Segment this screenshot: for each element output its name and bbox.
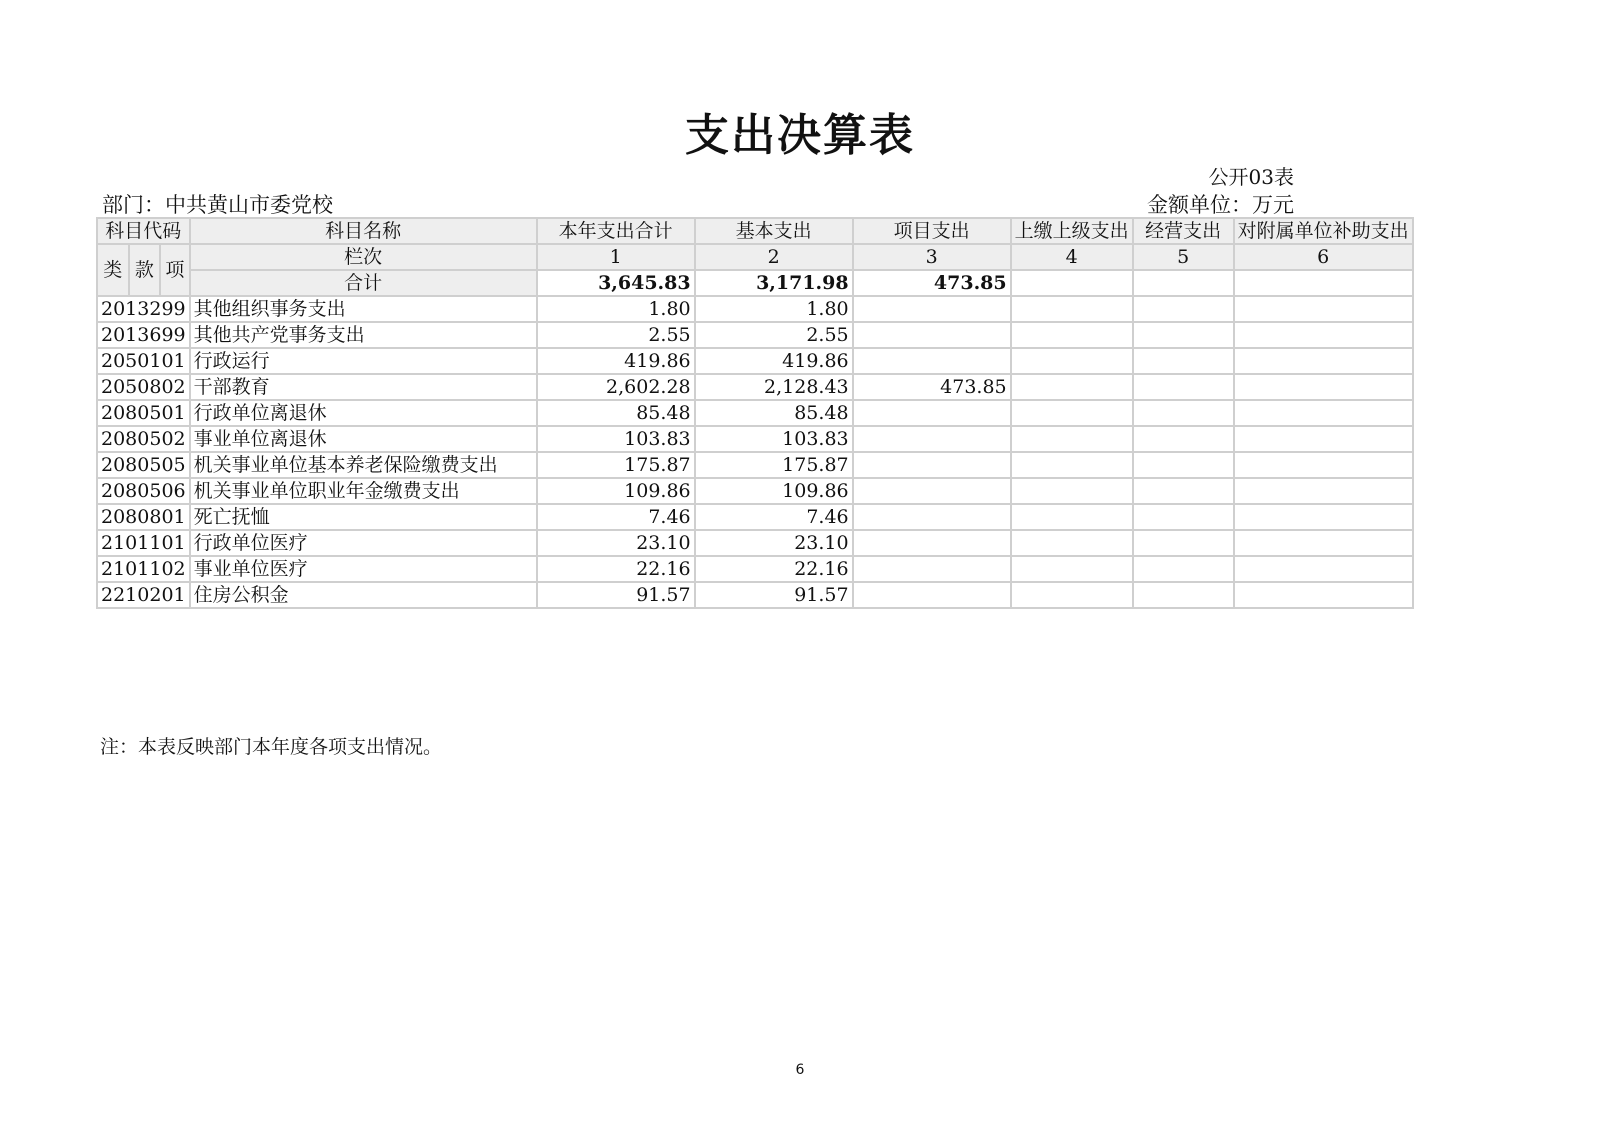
row-subsidy [1234,322,1413,348]
summary-row [97,270,1413,296]
row-project [853,452,1011,478]
row-name: 机关事业单位基本养老保险缴费支出 [190,452,537,478]
row-upper [1011,348,1133,374]
row-total: 103.83 [537,426,695,452]
row-business [1133,348,1234,374]
header-business: 经营支出 [1133,218,1234,244]
header-project: 项目支出 [853,218,1011,244]
page-number: 6 [795,1062,805,1078]
row-upper [1011,426,1133,452]
table-row [97,478,1413,504]
row-code: 2101102 [97,556,190,582]
table-row [97,374,1413,400]
row-name: 事业单位医疗 [190,556,537,582]
row-name: 事业单位离退休 [190,426,537,452]
row-upper [1011,478,1133,504]
row-upper [1011,504,1133,530]
row-name: 行政单位医疗 [190,530,537,556]
table-number: 公开03表 [1208,165,1294,189]
row-basic: 103.83 [695,426,853,452]
row-upper [1011,322,1133,348]
row-total: 2.55 [537,322,695,348]
row-project: 473.85 [853,374,1011,400]
row-name: 干部教育 [190,374,537,400]
row-basic: 175.87 [695,452,853,478]
row-code: 2080505 [97,452,190,478]
row-basic: 7.46 [695,504,853,530]
table-row [97,348,1413,374]
summary-label: 合计 [190,270,537,296]
row-name: 其他组织事务支出 [190,296,537,322]
row-upper [1011,296,1133,322]
header-row [97,218,1413,244]
col-number-1: 1 [537,244,695,270]
row-business [1133,582,1234,608]
row-business [1133,322,1234,348]
row-total: 2,602.28 [537,374,695,400]
row-name: 行政运行 [190,348,537,374]
row-subsidy [1234,400,1413,426]
expenditure-table [96,217,1414,609]
table-row [97,426,1413,452]
col-number-2: 2 [695,244,853,270]
row-project [853,478,1011,504]
table-row [97,504,1413,530]
row-total: 85.48 [537,400,695,426]
row-code: 2101101 [97,530,190,556]
row-upper [1011,556,1133,582]
header-kuan: 款 [129,244,161,296]
row-business [1133,426,1234,452]
row-total: 1.80 [537,296,695,322]
col-number-3: 3 [853,244,1011,270]
row-code: 2080801 [97,504,190,530]
row-name: 行政单位离退休 [190,400,537,426]
header-subsidy: 对附属单位补助支出 [1234,218,1413,244]
table-row [97,400,1413,426]
row-basic: 91.57 [695,582,853,608]
row-subsidy [1234,530,1413,556]
header-xiang: 项 [160,244,189,296]
table-row [97,530,1413,556]
row-basic: 85.48 [695,400,853,426]
row-basic: 2,128.43 [695,374,853,400]
row-project [853,556,1011,582]
header-code: 科目代码 [97,218,190,244]
row-subsidy [1234,478,1413,504]
row-total: 22.16 [537,556,695,582]
row-total: 419.86 [537,348,695,374]
row-project [853,348,1011,374]
row-upper [1011,530,1133,556]
col-number-4: 4 [1011,244,1133,270]
row-project [853,322,1011,348]
header-name: 科目名称 [190,218,537,244]
row-code: 2050101 [97,348,190,374]
row-code: 2080502 [97,426,190,452]
row-project [853,400,1011,426]
row-basic: 23.10 [695,530,853,556]
row-name: 死亡抚恤 [190,504,537,530]
row-project [853,426,1011,452]
table-row [97,556,1413,582]
header-basic: 基本支出 [695,218,853,244]
row-project [853,296,1011,322]
row-subsidy [1234,426,1413,452]
row-business [1133,556,1234,582]
row-business [1133,452,1234,478]
row-upper [1011,582,1133,608]
row-business [1133,504,1234,530]
row-upper [1011,400,1133,426]
row-basic: 2.55 [695,322,853,348]
row-business [1133,296,1234,322]
row-subsidy [1234,582,1413,608]
summary-subsidy [1234,270,1413,296]
table-row [97,452,1413,478]
table-row [97,296,1413,322]
row-subsidy [1234,452,1413,478]
summary-project: 473.85 [853,270,1011,296]
unit-label: 金额单位：万元 [1147,193,1294,217]
header-lei: 类 [97,244,129,296]
column-number-row [97,244,1413,270]
row-basic: 109.86 [695,478,853,504]
row-total: 109.86 [537,478,695,504]
table-row [97,582,1413,608]
row-code: 2013299 [97,296,190,322]
row-business [1133,478,1234,504]
row-code: 2013699 [97,322,190,348]
row-subsidy [1234,374,1413,400]
summary-upper [1011,270,1133,296]
row-subsidy [1234,348,1413,374]
row-code: 2080501 [97,400,190,426]
row-code: 2050802 [97,374,190,400]
header-upper: 上缴上级支出 [1011,218,1133,244]
header-total: 本年支出合计 [537,218,695,244]
row-business [1133,374,1234,400]
row-basic: 419.86 [695,348,853,374]
header-lanci: 栏次 [190,244,537,270]
department-label: 部门：中共黄山市委党校 [102,193,333,217]
row-basic: 22.16 [695,556,853,582]
page-title: 支出决算表 [685,110,915,161]
row-business [1133,400,1234,426]
col-number-6: 6 [1234,244,1413,270]
row-total: 23.10 [537,530,695,556]
row-name: 机关事业单位职业年金缴费支出 [190,478,537,504]
footnote: 注：本表反映部门本年度各项支出情况。 [100,736,443,758]
row-code: 2080506 [97,478,190,504]
table-row [97,322,1413,348]
row-total: 91.57 [537,582,695,608]
summary-total: 3,645.83 [537,270,695,296]
row-upper [1011,374,1133,400]
row-project [853,530,1011,556]
row-subsidy [1234,296,1413,322]
row-business [1133,530,1234,556]
col-number-5: 5 [1133,244,1234,270]
row-subsidy [1234,504,1413,530]
row-basic: 1.80 [695,296,853,322]
row-name: 住房公积金 [190,582,537,608]
row-project [853,504,1011,530]
summary-business [1133,270,1234,296]
row-code: 2210201 [97,582,190,608]
summary-basic: 3,171.98 [695,270,853,296]
row-total: 175.87 [537,452,695,478]
row-name: 其他共产党事务支出 [190,322,537,348]
row-upper [1011,452,1133,478]
row-subsidy [1234,556,1413,582]
row-total: 7.46 [537,504,695,530]
row-project [853,582,1011,608]
